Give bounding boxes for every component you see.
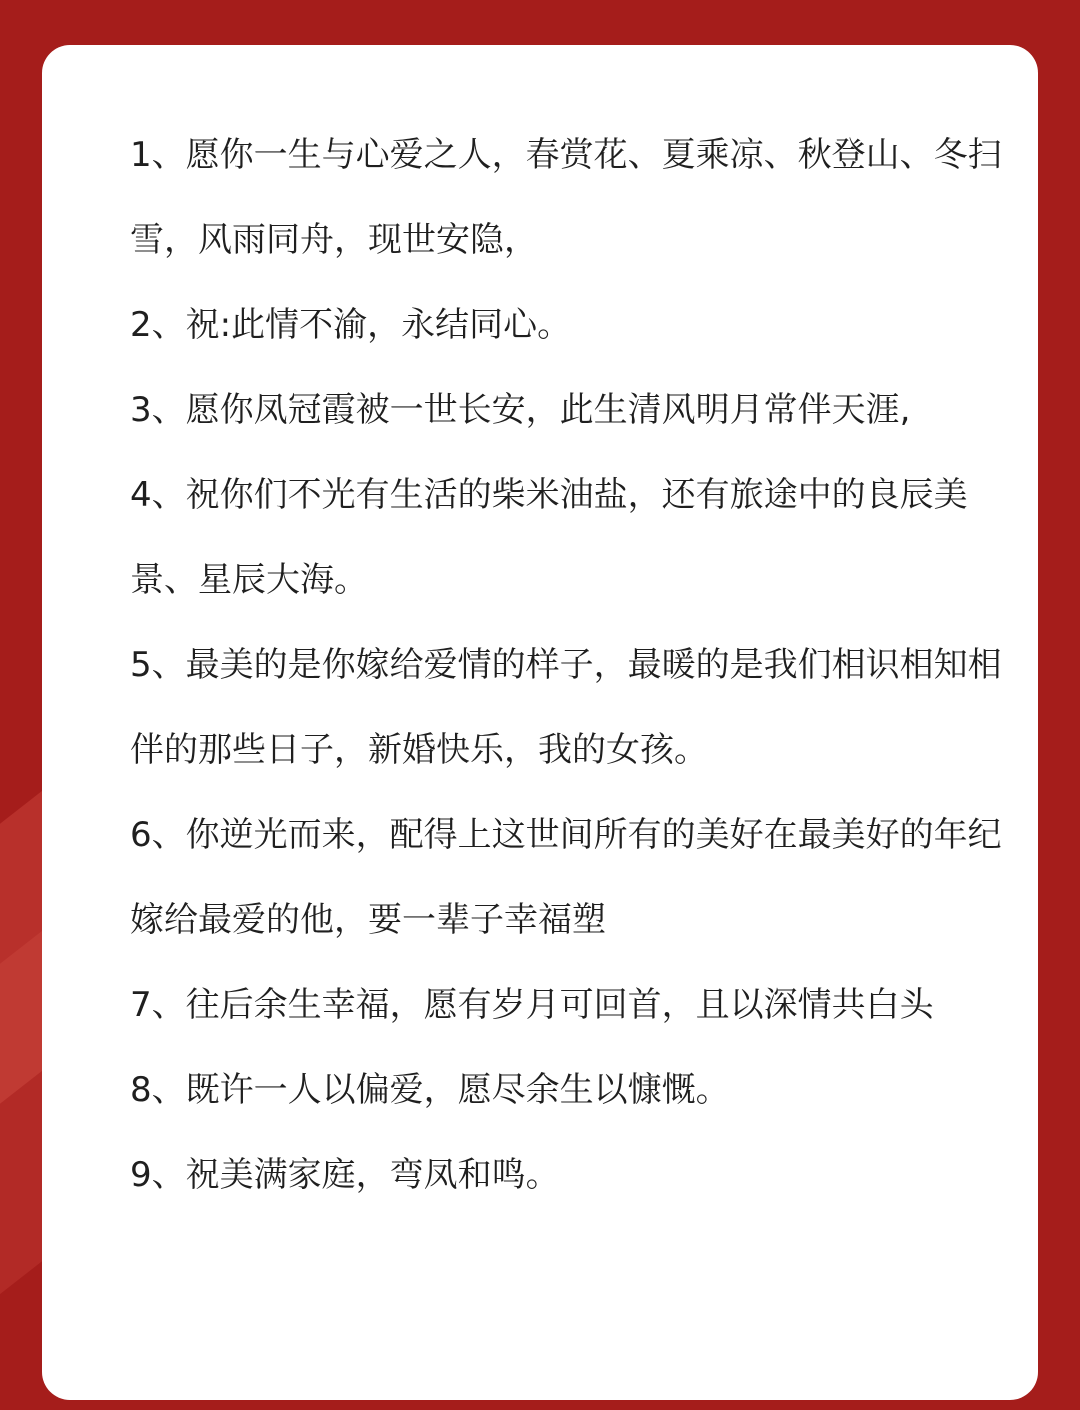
wish-item-8: 8、既许一人以偏爱，愿尽余生以慷慨。 (130, 1070, 730, 1110)
wish-item-9: 9、祝美满家庭，弯凤和鸣。 (130, 1155, 560, 1195)
wish-item-7: 7、往后余生幸福，愿有岁月可回首，且以深情共白头 (130, 985, 934, 1025)
wish-item-1: 1、愿你一生与心爱之人，春赏花、夏乘凉、秋登山、冬扫雪，风雨同舟，现世安隐， (130, 135, 1002, 260)
wish-item-6: 6、你逆光而来，配得上这世间所有的美好在最美好的年纪嫁给最爱的他，要一辈子幸福塑 (130, 815, 1002, 940)
wish-item-4: 4、祝你们不光有生活的柴米油盐，还有旅途中的良辰美景、星辰大海。 (130, 475, 968, 600)
wish-item-3: 3、愿你凤冠霞被一世长安，此生清风明月常伴天涯, (130, 390, 911, 430)
wish-item-2: 2、祝:此情不渝，永结同心。 (130, 305, 572, 345)
wish-list (130, 113, 1025, 1218)
content-card (42, 45, 1038, 1400)
wish-item-5: 5、最美的是你嫁给爱情的样子，最暖的是我们相识相知相伴的那些日子，新婚快乐，我的女孩。 (130, 645, 1002, 770)
